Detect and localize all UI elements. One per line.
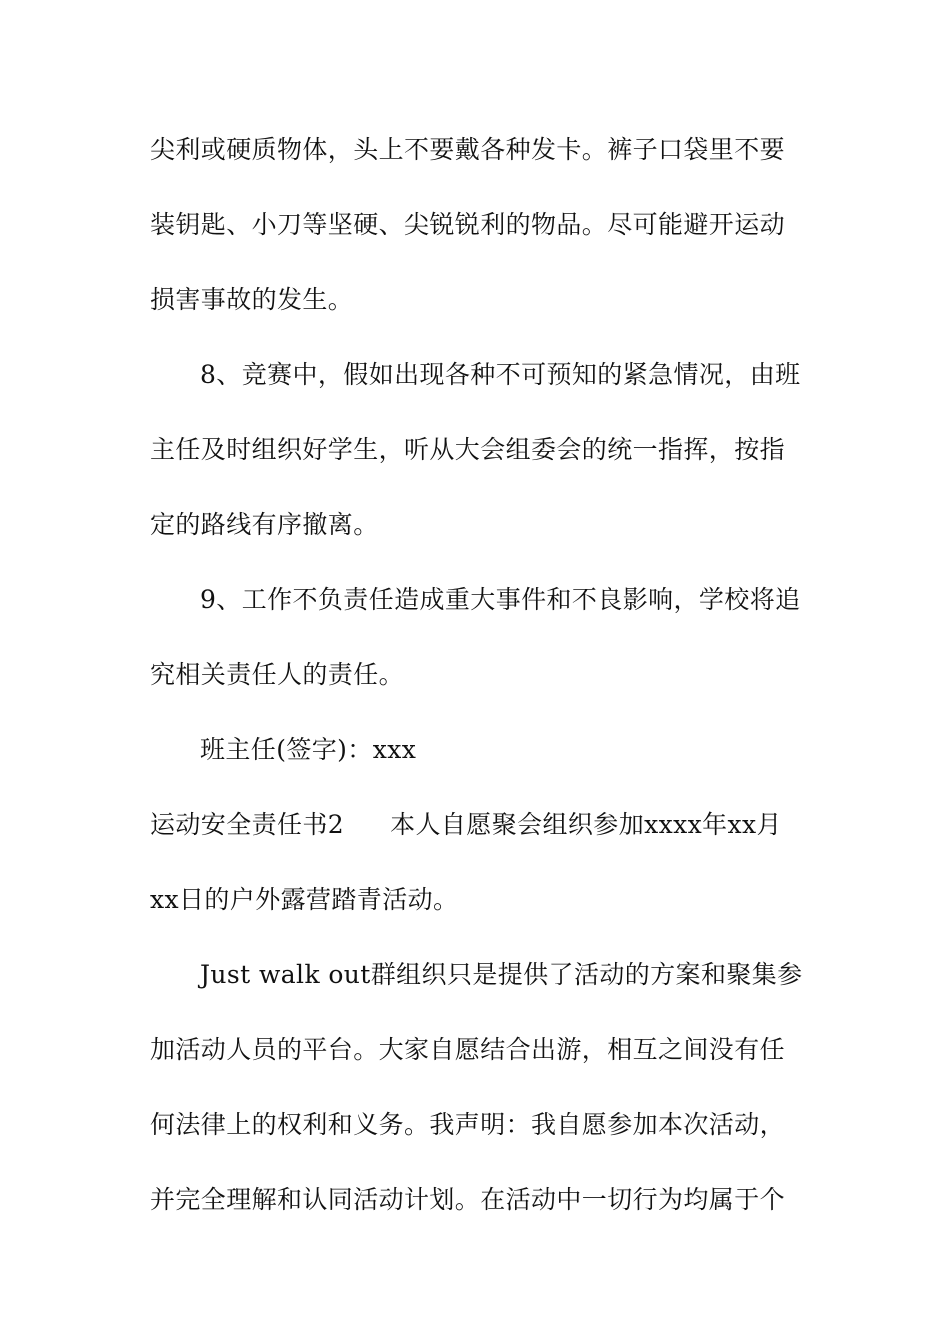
text-line: 8、竞赛中，假如出现各种不可预知的紧急情况，由班 xyxy=(200,360,801,389)
text-line: xx日的户外露营踏青活动。 xyxy=(150,885,459,914)
signature-line: 班主任(签字)：xxx xyxy=(200,735,417,764)
text-line: Just walk out群组织只是提供了活动的方案和聚集参 xyxy=(200,960,803,989)
text-line: 定的路线有序撤离。 xyxy=(150,510,379,539)
text-line: 损害事故的发生。 xyxy=(150,285,354,314)
text-line: 并完全理解和认同活动计划。在活动中一切行为均属于个 xyxy=(150,1185,786,1214)
text-line: 究相关责任人的责任。 xyxy=(150,660,405,689)
text-line: 主任及时组织好学生，听从大会组委会的统一指挥，按指 xyxy=(150,435,786,464)
text-line: 9、工作不负责任造成重大事件和不良影响，学校将追 xyxy=(200,585,801,614)
section-title: 运动安全责任书2 xyxy=(150,810,345,839)
text-line: 装钥匙、小刀等坚硬、尖锐锐利的物品。尽可能避开运动 xyxy=(150,210,786,239)
text-line: 尖利或硬质物体，头上不要戴各种发卡。裤子口袋里不要 xyxy=(150,135,786,164)
text-line: 何法律上的权利和义务。我声明：我自愿参加本次活动， xyxy=(150,1110,786,1139)
section-heading-line xyxy=(150,805,782,845)
text-line: 加活动人员的平台。大家自愿结合出游，相互之间没有任 xyxy=(150,1035,786,1064)
section-intro-text: 本人自愿聚会组织参加xxxx年xx月 xyxy=(390,810,782,839)
